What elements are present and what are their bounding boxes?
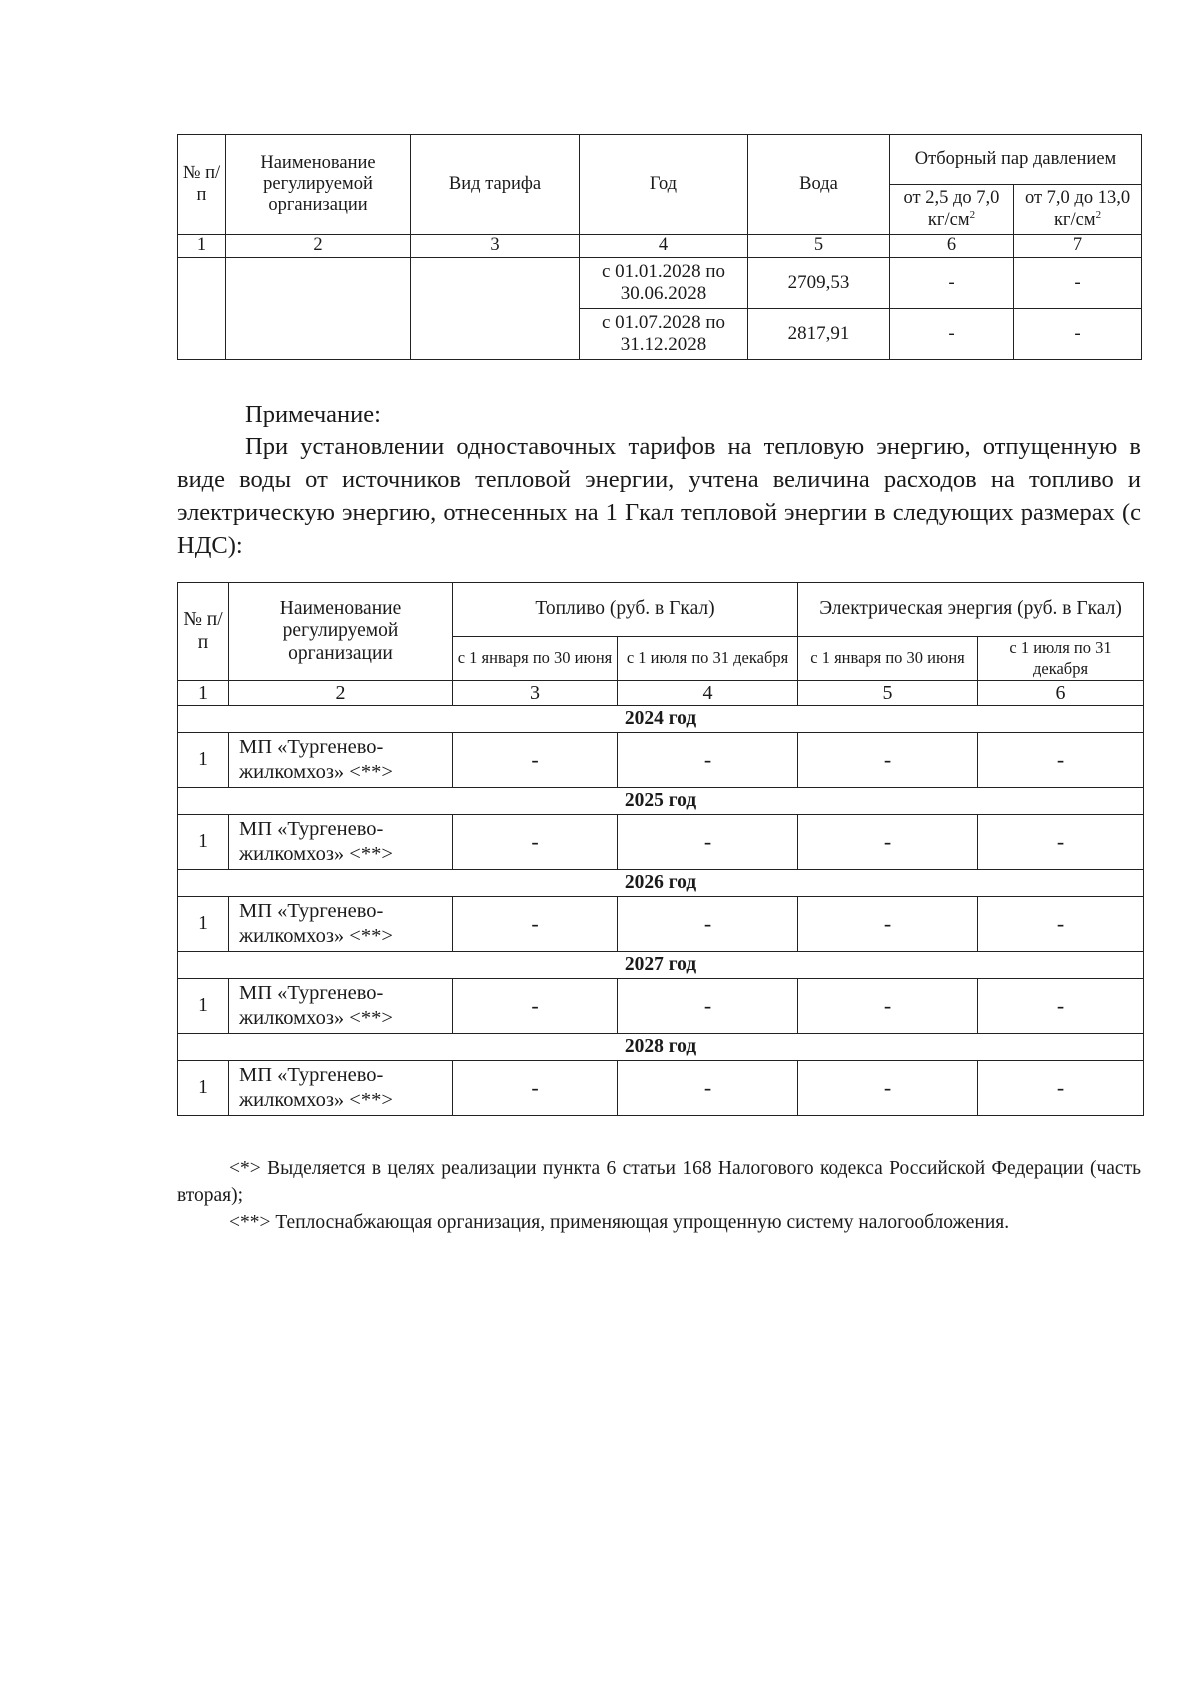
col-number: 7 bbox=[1014, 235, 1142, 258]
header-steam-high: от 7,0 до 13,0 $кг/см^2$ bbox=[1014, 185, 1142, 235]
value-cell: - bbox=[618, 1061, 798, 1116]
header-electric: Электрическая энергия (руб. в Гкал) bbox=[798, 583, 1144, 637]
org-name: МП «Тургенево-жилкомхоз» <**> bbox=[229, 897, 453, 952]
empty-cell bbox=[411, 258, 580, 360]
col-number: 4 bbox=[618, 681, 798, 706]
col-number: 3 bbox=[411, 235, 580, 258]
empty-cell bbox=[178, 258, 226, 360]
col-number: 2 bbox=[226, 235, 411, 258]
value-cell: - bbox=[798, 897, 978, 952]
col-number: 5 bbox=[798, 681, 978, 706]
value-cell: - bbox=[453, 979, 618, 1034]
header-year: Год bbox=[580, 135, 748, 235]
header-period-second-half: с 1 июля по 31 декабря bbox=[618, 637, 798, 681]
table-row bbox=[178, 258, 1142, 309]
note-body: При установлении одноставочных тарифов на тепловую энергию, отпущенную в виде воды от источников тепловой энергии, учтена величина расходов на топливо и электрическую энергию, отнесенных на 1 Гкал тепловой энергии в следующих размерах (с НДС): bbox=[177, 433, 1141, 559]
header-steam-low: от 2,5 до 7,0 $кг/см^2$ bbox=[890, 185, 1014, 235]
value-cell: - bbox=[978, 979, 1144, 1034]
year-heading: 2025 год bbox=[178, 788, 1144, 815]
row-number: 1 bbox=[178, 733, 229, 788]
value-cell: - bbox=[618, 815, 798, 870]
value-cell: - bbox=[453, 897, 618, 952]
col-number: 1 bbox=[178, 681, 229, 706]
value-cell: - bbox=[453, 815, 618, 870]
org-name: МП «Тургенево-жилкомхоз» <**> bbox=[229, 1061, 453, 1116]
org-name: МП «Тургенево-жилкомхоз» <**> bbox=[229, 733, 453, 788]
col-number: 6 bbox=[978, 681, 1144, 706]
value-cell: - bbox=[978, 897, 1144, 952]
year-heading: 2026 год bbox=[178, 870, 1144, 897]
header-steam: Отборный пар давлением bbox=[890, 135, 1142, 185]
year-heading: 2024 год bbox=[178, 706, 1144, 733]
value-cell: - bbox=[453, 1061, 618, 1116]
footnote-vat: <*> Выделяется в целях реализации пункта 6 статьи 168 Налогового кодекса Российской Федерации (часть вторая); bbox=[177, 1158, 1141, 1206]
header-org: Наименование регулируемой организации bbox=[229, 583, 453, 681]
col-number: 4 bbox=[580, 235, 748, 258]
steam-high-value: - bbox=[1014, 258, 1142, 309]
org-name: МП «Тургенево-жилкомхоз» <**> bbox=[229, 815, 453, 870]
row-number: 1 bbox=[178, 979, 229, 1034]
value-cell: - bbox=[798, 733, 978, 788]
table-row bbox=[178, 733, 1144, 788]
tariff-table bbox=[177, 134, 1142, 360]
header-period-second-half: с 1 июля по 31 декабря bbox=[978, 637, 1144, 681]
table-row bbox=[178, 815, 1144, 870]
value-cell: - bbox=[618, 897, 798, 952]
value-cell: - bbox=[798, 979, 978, 1034]
col-number: 6 bbox=[890, 235, 1014, 258]
row-number: 1 bbox=[178, 897, 229, 952]
value-cell: - bbox=[978, 733, 1144, 788]
value-cell: - bbox=[978, 1061, 1144, 1116]
column-numbers-row bbox=[178, 235, 1142, 258]
period-cell: с 01.01.2028 по 30.06.2028 bbox=[580, 258, 748, 309]
org-name: МП «Тургенево-жилкомхоз» <**> bbox=[229, 979, 453, 1034]
header-num: № п/п bbox=[178, 583, 229, 681]
note-title: Примечание: bbox=[245, 401, 381, 428]
value-cell: - bbox=[453, 733, 618, 788]
row-number: 1 bbox=[178, 1061, 229, 1116]
water-value: 2817,91 bbox=[748, 309, 890, 360]
row-number: 1 bbox=[178, 815, 229, 870]
footnote-simplified-tax: <**> Теплоснабжающая организация, применяющая упрощенную систему налогообложения. bbox=[229, 1212, 1010, 1233]
water-value: 2709,53 bbox=[748, 258, 890, 309]
value-cell: - bbox=[798, 815, 978, 870]
value-cell: - bbox=[618, 979, 798, 1034]
steam-low-value: - bbox=[890, 258, 1014, 309]
col-number: 1 bbox=[178, 235, 226, 258]
col-number: 3 bbox=[453, 681, 618, 706]
year-heading: 2027 год bbox=[178, 952, 1144, 979]
table-row bbox=[178, 979, 1144, 1034]
header-period-first-half: с 1 января по 30 июня bbox=[798, 637, 978, 681]
value-cell: - bbox=[978, 815, 1144, 870]
col-number: 5 bbox=[748, 235, 890, 258]
col-number: 2 bbox=[229, 681, 453, 706]
value-cell: - bbox=[618, 733, 798, 788]
steam-low-value: - bbox=[890, 309, 1014, 360]
header-org: Наименование регулируемой организации bbox=[226, 135, 411, 235]
column-numbers-row bbox=[178, 681, 1144, 706]
header-water: Вода bbox=[748, 135, 890, 235]
table-row bbox=[178, 897, 1144, 952]
fuel-electricity-table bbox=[177, 582, 1144, 1116]
empty-cell bbox=[226, 258, 411, 360]
value-cell: - bbox=[798, 1061, 978, 1116]
period-cell: с 01.07.2028 по 31.12.2028 bbox=[580, 309, 748, 360]
header-num: № п/п bbox=[178, 135, 226, 235]
header-tariff-type: Вид тарифа bbox=[411, 135, 580, 235]
header-period-first-half: с 1 января по 30 июня bbox=[453, 637, 618, 681]
year-heading: 2028 год bbox=[178, 1034, 1144, 1061]
header-fuel: Топливо (руб. в Гкал) bbox=[453, 583, 798, 637]
steam-high-value: - bbox=[1014, 309, 1142, 360]
table-row bbox=[178, 1061, 1144, 1116]
